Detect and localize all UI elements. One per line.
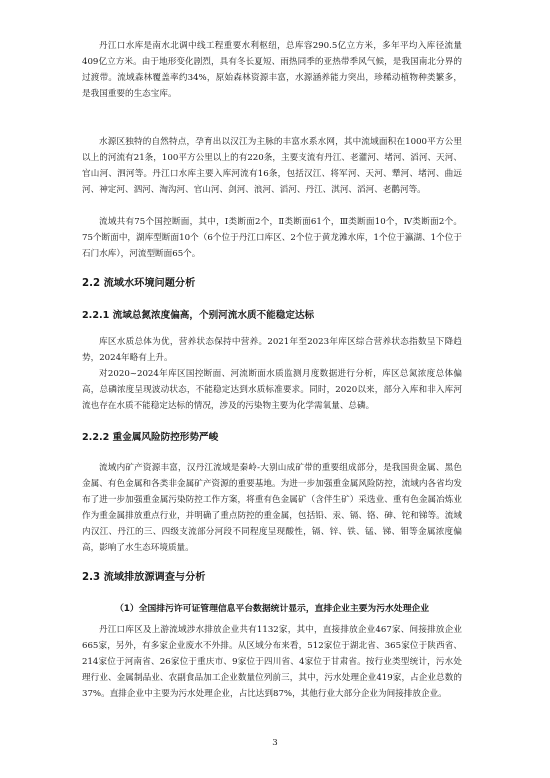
section-heading-2-2: 2.2 流域水环境问题分析 [82,278,196,289]
subheading-discharge-permits: （1）全国排污许可证管理信息平台数据统计显示，直排企业主要为污水处理企业 [114,604,429,614]
page-number: 3 [272,738,278,748]
section-heading-2-3: 2.3 流域排放源调查与分析 [82,572,206,583]
paragraph-monitoring-sections: 流域共有75个国控断面，其中，Ⅰ类断面2个，Ⅱ类断面61个，Ⅲ类断面10个，Ⅳ类断面2个。75个断面中，湖库型断面10个（6个位于丹江口库区、2个位于黄龙滩水库，1个位于瀛湖、1个位于石门水库），河流型断面65个。 [82,217,462,259]
paragraph-heavy-metals: 流域内矿产资源丰富，汉丹江流域是秦岭-大别山成矿带的重要组成部分，是我国贵金属、黑色金属、有色金属和各类非金属矿产资源的重要基地。为进一步加强重金属风险防控，流域内各省均发布了进一步加强重金属污染防控工作方案，将重有色金属矿（含伴生矿）采选业、重有色金属冶炼业作为重金属排放重点行业，并明确了重点防控的重金属，包括铅、汞、镉、铬、砷、铊和锑等。流域内汉江、丹江的三、四级支流部分河段不同程度呈现酸性，镉、锌、铁、锰、锑、钼等金属浓度偏高，影响了水生态环境质量。 [82,463,462,553]
paragraph-reservoir-overview: 丹江口水库是南水北调中线工程重要水利枢纽，总库容290.5亿立方米，多年平均入库径流量409亿立方米。由于地形变化剧烈，具有冬长夏短、雨热同季的亚热带季风气候，是我国南北分界的过渡带。流域森林覆盖率约34%，原始森林资源丰富，水源涵养能力突出，珍稀动植物种类繁多，是我国重要的生态宝库。 [82,41,462,99]
paragraph-nitrogen-analysis: 对2020~2024年库区国控断面、河流断面水质监测月度数据进行分析，库区总氮浓度总体偏高，总磷浓度呈现波动状态，不能稳定达到水质标准要求。同时，2020以来，部分入库和非入库河流也存在水质不能稳定达标的情况，涉及的污染物主要为化学需氧量、总磷。 [82,369,462,411]
paragraph-discharge-enterprises: 丹江口库区及上游流域涉水排放企业共有1132家，其中，直接排放企业467家、间接排放企业665家，另外，有多家企业废水不外排。从区域分布来看，512家位于湖北省、365家位于陕西省、214家位于河南省、26家位于重庆市、9家位于四川省、4家位于甘肃省。按行业类型统计，污水处理行业、金属制品业、农副食品加工企业数量位列前三，其中，污水处理企业419家，占企业总数的37%。直排企业中主要为污水处理企业，占比达到87%，其他行业大部分企业为间接排放企业。 [82,625,462,699]
paragraph-water-quality: 库区水质总体为优，营养状态保持中营养。2021年至2023年库区综合营养状态指数呈下降趋势，2024年略有上升。 [82,337,462,363]
paragraph-river-network: 水源区独特的自然特点，孕育出以汉江为主脉的丰富水系水网，其中流域面积在1000平方公里以上的河流有21条，100平方公里以上的有220条，主要支流有丹江、老灌河、堵河、滔河、天河、官山河、泗河等。丹江口水库主要入库河流有16条，包括汉江、将军河、天河、犟河、堵河、曲远河、神定河、泗河、淘沟河、官山河、剑河、浪河、滔河、丹江、淇河、滔河、老鹳河等。 [82,137,462,195]
section-heading-2-2-1: 2.2.1 流域总氮浓度偏高，个别河流水质不能稳定达标 [82,310,315,321]
section-heading-2-2-2: 2.2.2 重金属风险防控形势严峻 [82,432,219,443]
